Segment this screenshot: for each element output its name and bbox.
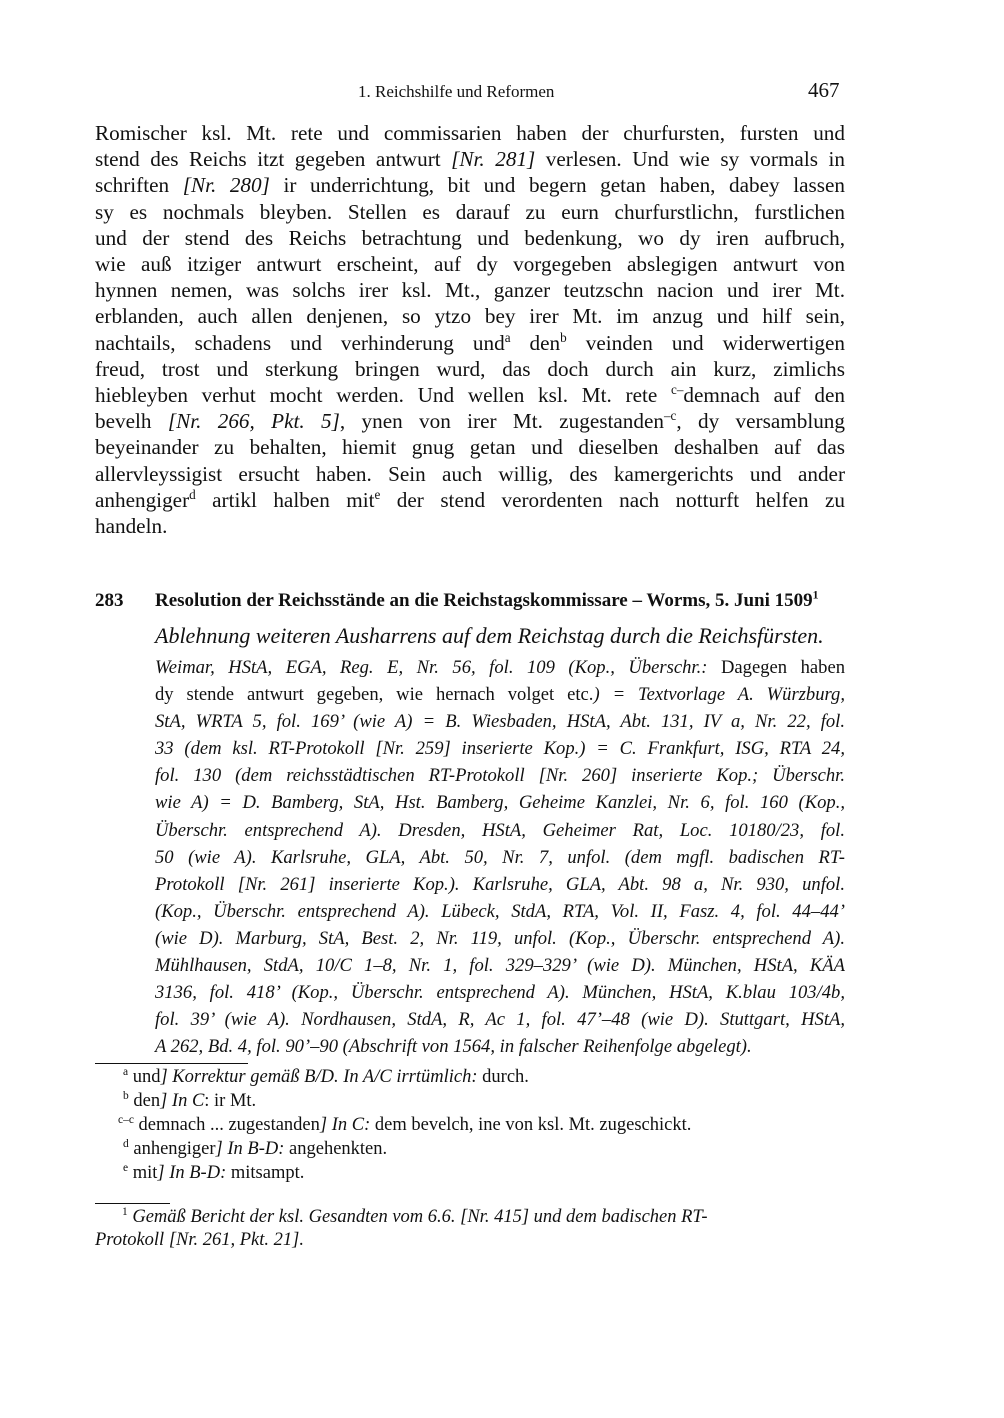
text-line xyxy=(95,409,845,434)
text-segment: 33 (dem ksl. RT-Protokoll [Nr. 259] inserierte Kop.) = C. Frankfurt, ISG, RTA 24, xyxy=(155,738,845,760)
text-segment: veinden und widerwertigen xyxy=(566,330,846,355)
text-line xyxy=(95,514,845,539)
document-title-text: Resolution der Reichsstände an die Reichstagskommissare – Worms, 5. Juni 1509 xyxy=(155,590,813,611)
source-line xyxy=(155,656,845,683)
footnote-marker[interactable]: c–c xyxy=(118,1113,134,1126)
document-summary: Ablehnung weiteren Ausharrens auf dem Reichstag durch die Reichsfürsten. xyxy=(155,623,824,648)
text-segment: bevelh xyxy=(95,409,168,434)
text-segment: mitsampt. xyxy=(226,1163,305,1183)
text-segment: wie A) = D. Bamberg, StA, Hst. Bamberg, Geheime Kanzlei, Nr. 6, fol. 160 (Kop., xyxy=(155,792,845,814)
text-line xyxy=(95,304,845,329)
text-segment: Mühlhausen, StdA, 10/C 1–8, Nr. 1, fol. 329–329’ (wie D). München, HStA, KÄA xyxy=(155,955,845,977)
source-line xyxy=(155,764,845,791)
source-line xyxy=(155,710,845,737)
text-segment: fol. 130 (dem reichsstädtischen RT-Protokoll [Nr. 260] inserierte Kop.; Überschr. xyxy=(155,765,845,787)
footnote xyxy=(123,1091,256,1112)
text-line xyxy=(95,488,845,513)
text-segment: ] Korrektur gemäß B/D. In A/C irrtümlich: xyxy=(160,1067,478,1087)
text-segment: stend des Reichs itzt gegeben antwurt xyxy=(95,147,452,172)
text-line xyxy=(95,121,845,146)
text-segment: [Nr. 266, Pkt. 5] xyxy=(167,409,340,434)
text-segment: wie auß itziger antwurt erscheint, auf dy vorgegeben abslegigen antwurt von xyxy=(95,252,845,276)
text-segment: dem bevelch, ine von ksl. Mt. zugeschickt. xyxy=(370,1115,692,1135)
text-segment: , dy versamblung xyxy=(676,409,845,434)
text-segment: artikl halben mit xyxy=(195,487,375,512)
text-segment: allervleyssigist ersucht haben. Sein auch willig, des kamergerichts und ander xyxy=(95,461,845,486)
text-segment: durch. xyxy=(477,1067,529,1087)
text-segment: den xyxy=(128,1091,161,1111)
text-segment: freud, trost und sterkung bringen wurd, das doch durch ain kurz, zimlichs xyxy=(95,356,845,381)
title-footnote-ref[interactable]: 1 xyxy=(812,588,819,602)
text-line xyxy=(95,357,845,382)
text-segment: Dagegen haben xyxy=(707,657,845,678)
text-segment: beyeinander zu behalten, hiemit gnug getan und dieselben deshalben auf das xyxy=(95,435,845,460)
text-segment: ] In B-D: xyxy=(157,1163,227,1183)
text-line xyxy=(95,252,845,277)
text-line xyxy=(95,278,845,303)
text-segment: ir underrichtung, bit und begern getan haben, dabey lassen xyxy=(269,173,845,198)
text-segment: Überschr. entsprechend A). Dresden, HStA, Geheimer Rat, Loc. 10180/23, fol. xyxy=(155,819,845,841)
text-segment: demnach ... zugestanden xyxy=(133,1115,320,1135)
source-line xyxy=(155,1008,845,1035)
source-line xyxy=(155,1035,845,1062)
source-line xyxy=(155,873,845,900)
text-segment: erblanden, auch allen denjenen, so ytzo bey irer Mt. im anzug und hilf sein, xyxy=(95,304,845,329)
footnote-marker[interactable]: b xyxy=(560,329,567,345)
footnote xyxy=(122,1207,708,1228)
text-segment: schriften xyxy=(95,173,183,198)
source-line xyxy=(155,954,845,981)
document-number: 283 xyxy=(95,590,124,611)
text-segment: mit xyxy=(128,1163,158,1183)
footnote xyxy=(123,1139,387,1160)
text-segment: 50 (wie A). Karlsruhe, GLA, Abt. 50, Nr. 7, unfol. (dem mgfl. badischen RT- xyxy=(155,846,845,868)
text-segment: hynnen nemen, was solchs irer ksl. Mt., ganzer teutzschn nacion und irer Mt. xyxy=(95,278,845,303)
text-segment: , ynen von irer Mt. zugestanden xyxy=(339,409,664,434)
source-apparatus xyxy=(155,656,845,1062)
footnote-marker[interactable]: b xyxy=(123,1089,129,1102)
text-segment: Romischer ksl. Mt. rete und commissarien haben der churfursten, fursten und xyxy=(95,121,845,145)
text-segment: den xyxy=(510,330,561,355)
footnote-marker[interactable]: e xyxy=(374,486,381,502)
text-segment: [Nr. 280] xyxy=(182,173,270,198)
text-segment: demnach auf den xyxy=(683,383,846,407)
text-line xyxy=(95,435,845,460)
footnote-marker[interactable]: d xyxy=(189,486,196,502)
text-segment: und der stend des Reichs betrachtung und bedenkung, wo dy iren aufbruch, xyxy=(95,225,845,250)
text-segment: fol. 39’ (wie A). Nordhausen, StdA, R, Ac 1, fol. 47’–48 (wie D). Stuttgart, HStA, xyxy=(155,1009,845,1031)
footnote xyxy=(95,1230,304,1251)
text-line xyxy=(95,383,845,408)
text-segment: ] In B-D: xyxy=(215,1139,285,1159)
text-segment: Protokoll [Nr. 261, Pkt. 21]. xyxy=(95,1230,304,1250)
running-header: 1. Reichshilfe und Reformen xyxy=(358,82,555,101)
footnote-marker[interactable]: a xyxy=(504,329,511,345)
text-segment: A 262, Bd. 4, fol. 90’–90 (Abschrift von 1564, in falscher Reihenfolge abgelegt). xyxy=(155,1036,752,1058)
document-section xyxy=(95,590,845,1062)
text-segment: ) = Textvorlage A. Würzburg, xyxy=(593,684,846,706)
text-line xyxy=(95,147,845,172)
text-segment: verlesen. Und wie sy vormals in xyxy=(535,147,845,172)
footnote-rule xyxy=(95,1203,170,1204)
text-line xyxy=(95,200,845,225)
text-segment: und xyxy=(128,1067,161,1087)
footnote-marker[interactable]: 1 xyxy=(122,1205,128,1218)
text-segment: Protokoll [Nr. 261] inserierte Kop.). Karlsruhe, GLA, Abt. 98 a, Nr. 930, unfol. xyxy=(155,873,845,895)
page-number: 467 xyxy=(808,78,840,102)
text-line xyxy=(95,226,845,251)
footnote-marker[interactable]: e xyxy=(123,1161,129,1174)
source-line xyxy=(155,819,845,846)
text-segment: anhengiger xyxy=(95,487,190,512)
footnote-marker[interactable]: c– xyxy=(671,381,684,397)
text-segment: handeln. xyxy=(95,514,168,538)
text-segment: (Kop., Überschr. entsprechend A). Lübeck, StdA, RTA, Vol. II, Fasz. 4, fol. 44–44’ xyxy=(155,900,845,922)
footnote-rule xyxy=(95,1063,248,1064)
text-segment: nachtails, schadens und verhinderung und xyxy=(95,330,505,355)
text-segment: der stend verordenten nach notturft helfen zu xyxy=(380,487,845,512)
text-segment: [Nr. 281] xyxy=(451,147,536,172)
footnote-marker[interactable]: d xyxy=(123,1137,129,1150)
text-segment: hiebleyben verhut mocht werden. Und wellen ksl. Mt. rete xyxy=(95,383,672,407)
text-segment: anhengiger xyxy=(128,1139,216,1159)
footnote-marker[interactable]: a xyxy=(123,1065,129,1078)
source-line xyxy=(155,846,845,873)
text-segment: (wie D). Marburg, StA, Best. 2, Nr. 119, unfol. (Kop., Überschr. entsprechend A). xyxy=(155,927,845,949)
text-segment: ] In C xyxy=(160,1091,205,1111)
document-title xyxy=(155,590,845,612)
text-line xyxy=(95,331,845,356)
footnote xyxy=(118,1115,691,1136)
text-line xyxy=(95,462,845,487)
footnote xyxy=(123,1163,304,1184)
text-segment: 3136, fol. 418’ (Kop., Überschr. entsprechend A). München, HStA, K.blau 103/4b, xyxy=(155,982,845,1004)
footnote-marker[interactable]: –c xyxy=(663,408,677,424)
text-segment: Weimar, HStA, EGA, Reg. E, Nr. 56, fol. 109 (Kop., Überschr.: xyxy=(155,657,708,678)
source-line xyxy=(155,683,845,710)
source-line xyxy=(155,791,845,818)
source-line xyxy=(155,981,845,1008)
text-line xyxy=(95,173,845,198)
text-segment: ] In C: xyxy=(319,1115,371,1135)
source-line xyxy=(155,737,845,764)
source-line xyxy=(155,900,845,927)
text-segment: StA, WRTA 5, fol. 169’ (wie A) = B. Wiesbaden, HStA, Abt. 131, IV a, Nr. 22, fol. xyxy=(155,711,845,733)
text-segment: sy es nochmals bleyben. Stellen es darauf zu eurn churfurstlichn, furstlichen xyxy=(95,199,845,224)
text-segment: : ir Mt. xyxy=(204,1091,257,1111)
text-segment: dy stende antwurt gegeben, wie hernach volget etc. xyxy=(155,684,594,706)
footnote xyxy=(123,1067,529,1088)
text-segment: Gemäß Bericht der ksl. Gesandten vom 6.6. [Nr. 415] und dem badischen RT- xyxy=(132,1207,708,1227)
text-segment: angehenkten. xyxy=(284,1139,388,1159)
source-line xyxy=(155,927,845,954)
